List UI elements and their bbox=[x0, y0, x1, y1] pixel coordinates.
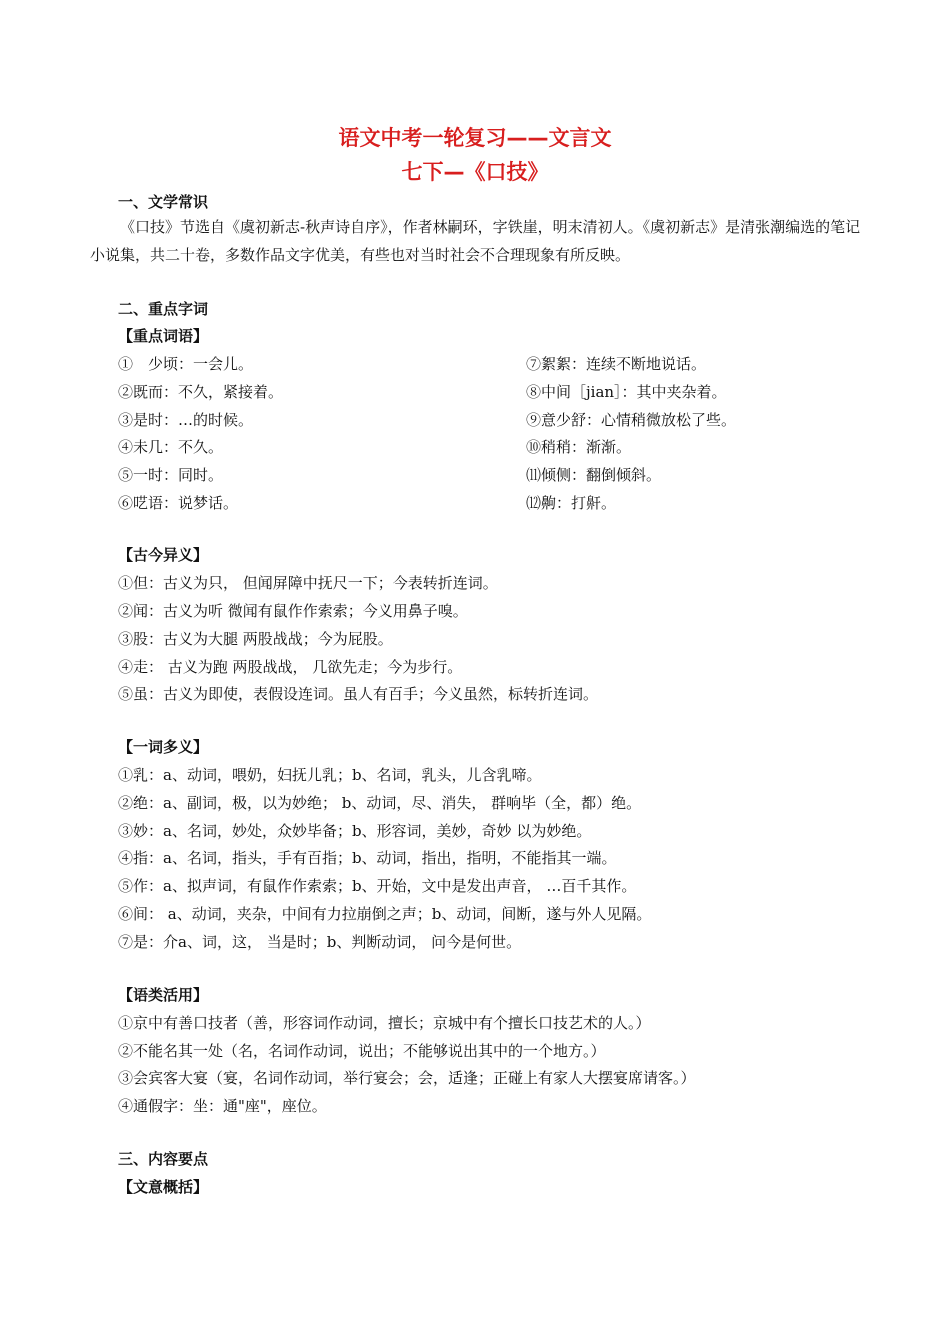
section-heading-keywords: 二、重点字词 bbox=[118, 300, 209, 318]
word-item: ⑥呓语：说梦话。 bbox=[118, 494, 239, 512]
list-item: ③妙：a、名词，妙处，众妙毕备；b、形容词，美妙，奇妙 以为妙绝。 bbox=[118, 822, 592, 840]
section-heading-literature: 一、文学常识 bbox=[118, 193, 209, 211]
list-item: ⑤虽：古义为即使，表假设连词。虽人有百手；今义虽然，标转折连词。 bbox=[118, 685, 599, 703]
word-item: ⑤一时：同时。 bbox=[118, 466, 224, 484]
list-item: ②闻：古义为听 微闻有鼠作作索索；今义用鼻子嗅。 bbox=[118, 602, 468, 620]
word-item: ⑿齁：打鼾。 bbox=[526, 494, 617, 512]
list-item: ②不能名其一处（名，名词作动词，说出；不能够说出其中的一个地方。） bbox=[118, 1042, 606, 1060]
word-item: ⑧中间［jian］：其中夹杂着。 bbox=[526, 383, 727, 401]
list-item: ③股：古义为大腿 两股战战；今为屁股。 bbox=[118, 630, 393, 648]
word-item: ②既而：不久，紧接着。 bbox=[118, 383, 284, 401]
page-subtitle: 七下—《口技》 bbox=[401, 160, 549, 184]
list-item: ①乳：a、动词，喂奶，妇抚儿乳；b、名词，乳头，儿含乳啼。 bbox=[118, 766, 542, 784]
list-item: ③会宾客大宴（宴，名词作动词，举行宴会；会，适逢；正碰上有家人大摆宴席请客。） bbox=[118, 1069, 696, 1087]
word-item: ① 少顷：一会儿。 bbox=[118, 355, 254, 373]
word-item: ⑾倾侧：翻倒倾斜。 bbox=[526, 466, 662, 484]
word-item: ④未几：不久。 bbox=[118, 438, 224, 456]
list-item: ①但：古义为只， 但闻屏障中抚尺一下；今表转折连词。 bbox=[118, 574, 498, 592]
word-item: ⑨意少舒：心情稍微放松了些。 bbox=[526, 411, 737, 429]
word-item: ③是时：…的时候。 bbox=[118, 411, 254, 429]
list-item: ④走： 古义为跑 两股战战， 几欲先走；今为步行。 bbox=[118, 658, 463, 676]
subheading-polysemy: 【一词多义】 bbox=[118, 738, 209, 756]
section-heading-content: 三、内容要点 bbox=[118, 1150, 209, 1168]
list-item: ⑤作：a、拟声词，有鼠作作索索；b、开始，文中是发出声音， …百千其作。 bbox=[118, 877, 637, 895]
list-item: ④指：a、名词，指头，手有百指；b、动词，指出，指明，不能指其一端。 bbox=[118, 849, 617, 867]
list-item: ①京中有善口技者（善，形容词作动词，擅长；京城中有个擅长口技艺术的人。） bbox=[118, 1014, 651, 1032]
subheading-key-words: 【重点词语】 bbox=[118, 327, 209, 345]
literature-paragraph: 《口技》节选自《虞初新志-秋声诗自序》，作者林嗣环，字铁崖，明末清初人。《虞初新志》是清张潮编选的笔记小说集，共二十卷，多数作品文字优美，有些也对当时社会不合理现象有所反映。 bbox=[90, 218, 861, 264]
subheading-ancient-modern: 【古今异义】 bbox=[118, 546, 209, 564]
list-item: ④通假字：坐：通"座"，座位。 bbox=[118, 1097, 327, 1115]
list-item: ⑥间： a、动词，夹杂，中间有力拉崩倒之声；b、动词，间断，遂与外人见隔。 bbox=[118, 905, 652, 923]
word-item: ⑦絮絮：连续不断地说话。 bbox=[526, 355, 707, 373]
list-item: ⑦是：介a、词，这， 当是时；b、判断动词， 问今是何世。 bbox=[118, 933, 522, 951]
subheading-summary: 【文意概括】 bbox=[118, 1178, 209, 1196]
page-title: 语文中考一轮复习——文言文 bbox=[338, 126, 612, 150]
word-item: ⑩稍稍：渐渐。 bbox=[526, 438, 632, 456]
subheading-word-usage: 【语类活用】 bbox=[118, 986, 209, 1004]
list-item: ②绝：a、副词，极，以为妙绝； b、动词，尽、消失， 群响毕（全，都）绝。 bbox=[118, 794, 642, 812]
